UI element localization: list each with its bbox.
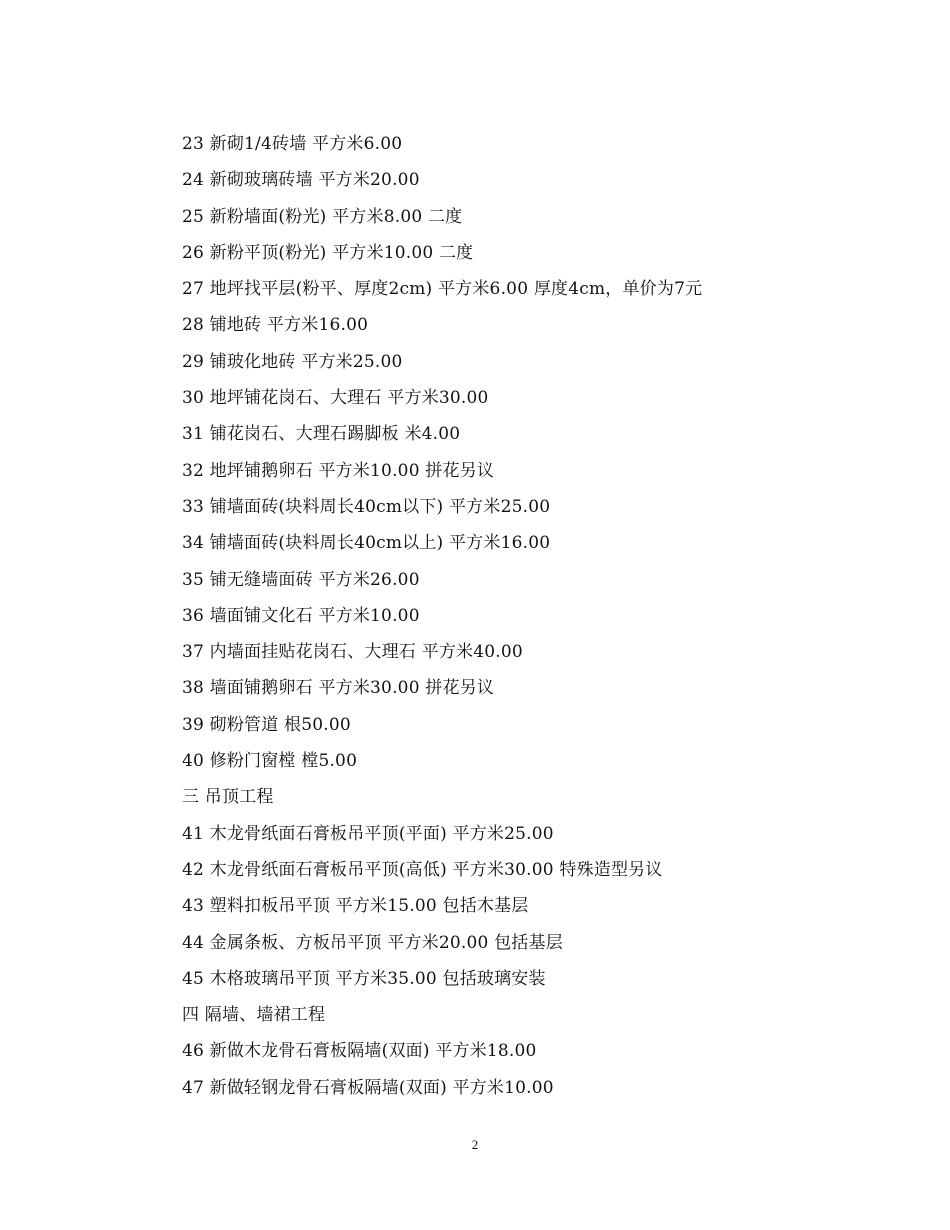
list-item: 42 木龙骨纸面石膏板吊平顶(高低) 平方米30.00 特殊造型另议 [182,859,663,880]
section-heading: 三 吊顶工程 [182,787,274,808]
list-item: 31 铺花岗石、大理石踢脚板 米4.00 [182,424,461,445]
list-item: 39 砌粉管道 根50.00 [182,714,351,735]
list-item: 34 铺墙面砖(块料周长40cm以上) 平方米16.00 [182,533,551,554]
list-item: 38 墙面铺鹅卵石 平方米30.00 拼花另议 [182,678,495,699]
list-item: 25 新粉墙面(粉光) 平方米8.00 二度 [182,206,463,227]
list-item: 32 地坪铺鹅卵石 平方米10.00 拼花另议 [182,460,495,481]
list-item: 27 地坪找平层(粉平、厚度2cm) 平方米6.00 厚度4cm，单价为7元 [182,279,703,300]
list-item: 37 内墙面挂贴花岗石、大理石 平方米40.00 [182,642,523,663]
list-item: 30 地坪铺花岗石、大理石 平方米30.00 [182,388,489,409]
list-item: 23 新砌1/4砖墙 平方米6.00 [182,134,403,154]
list-item: 28 铺地砖 平方米16.00 [182,315,369,336]
price-list [182,130,882,1110]
list-item: 45 木格玻璃吊平顶 平方米35.00 包括玻璃安装 [182,968,546,989]
page-number: 2 [471,1137,479,1152]
list-item: 33 铺墙面砖(块料周长40cm以下) 平方米25.00 [182,496,551,517]
list-item: 44 金属条板、方板吊平顶 平方米20.00 包括基层 [182,932,563,953]
list-item: 40 修粉门窗樘 樘5.00 [182,751,358,772]
list-item: 29 铺玻化地砖 平方米25.00 [182,351,403,372]
list-item: 46 新做木龙骨石膏板隔墙(双面) 平方米18.00 [182,1041,537,1062]
list-item: 35 铺无缝墙面砖 平方米26.00 [182,569,420,590]
list-item: 24 新砌玻璃砖墙 平方米20.00 [182,170,420,191]
list-item: 36 墙面铺文化石 平方米10.00 [182,605,420,626]
list-item: 26 新粉平顶(粉光) 平方米10.00 二度 [182,242,474,263]
section-heading: 四 隔墙、墙裙工程 [182,1005,326,1026]
list-item: 47 新做轻钢龙骨石膏板隔墙(双面) 平方米10.00 [182,1077,554,1098]
list-item: 43 塑料扣板吊平顶 平方米15.00 包括木基层 [182,896,529,917]
list-item: 41 木龙骨纸面石膏板吊平顶(平面) 平方米25.00 [182,823,554,844]
